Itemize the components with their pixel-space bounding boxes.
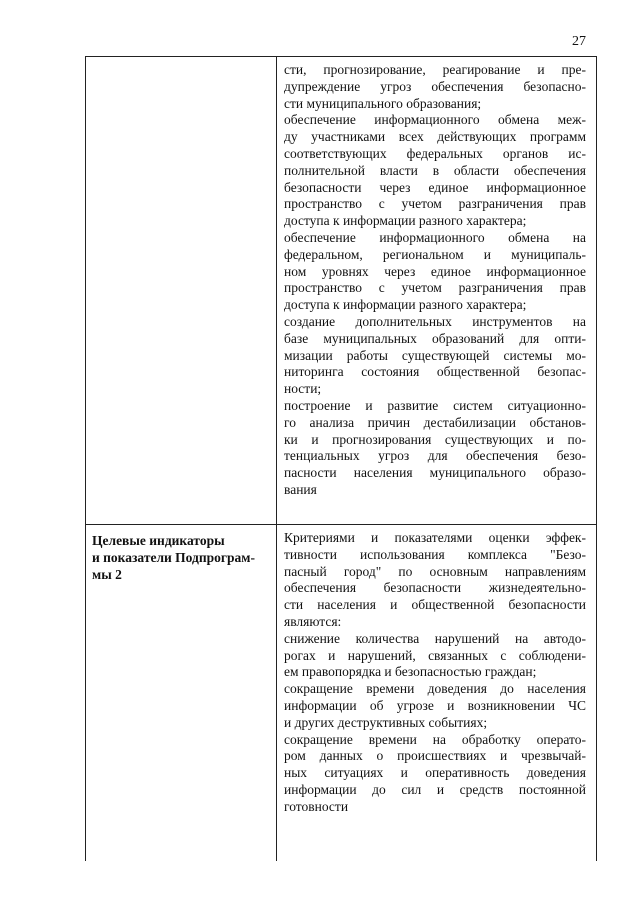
text-line: Критериями и показателями оценки эффек- [284, 530, 586, 545]
text-line: готовности [284, 798, 349, 814]
row2-left-cell [92, 533, 272, 583]
text-line: ду участниками всех действующих программ [284, 129, 586, 145]
text-line: снижение количества нарушений на автодо- [284, 630, 586, 646]
text-line: ном уровнях через единое информационное [284, 263, 586, 279]
text-line: информации об угрозе и возникновении ЧС [284, 697, 586, 713]
heading-line: мы 2 [92, 566, 122, 582]
text-line: доступа к информации разного характера; [284, 213, 527, 229]
program-table [85, 56, 597, 861]
text-line: обеспечение информационного обмена меж- [284, 112, 586, 128]
text-line: ности; [284, 381, 322, 397]
text-line: ниторинга состояния общественной безопас- [284, 364, 586, 380]
text-line: ки и прогнозирования существующих и по- [284, 431, 586, 447]
text-line: создание дополнительных инструментов на [284, 313, 586, 329]
text-line: безопасности через единое информационное [284, 179, 586, 195]
text-line: го анализа причин дестабилизации обстанов- [284, 414, 586, 430]
text-line: пространство с учетом разграничения прав [284, 196, 586, 212]
text-line: федеральном, региональном и муниципаль- [284, 246, 586, 262]
text-line: пространство с учетом разграничения прав [284, 280, 586, 296]
text-line: и других деструктивных событиях; [284, 714, 488, 730]
text-line: сокращение времени доведения до населения [284, 681, 586, 697]
text-line: вания [284, 481, 317, 497]
column-divider [276, 57, 277, 861]
row1-right-cell [284, 62, 586, 499]
text-line: ром данных о происшествиях и чрезвычай- [284, 748, 586, 764]
text-line: построение и развитие систем ситуационно- [284, 397, 586, 413]
text-line: мизации работы существующей системы мо- [284, 347, 586, 363]
text-line: информации до сил и средств постоянной [284, 781, 586, 797]
text-line: пасности населения муниципального образо- [284, 465, 586, 481]
text-line: сти муниципального образования; [284, 95, 482, 111]
text-line: сти, прогнозирование, реагирование и пре- [284, 62, 586, 77]
text-line: доступа к информации разного характера; [284, 297, 527, 313]
heading-line: Целевые индикаторы [92, 533, 225, 548]
text-line: обеспечения безопасности жизнедеятельно- [284, 580, 586, 596]
text-line: соответствующих федеральных органов ис- [284, 145, 586, 161]
text-line: рогах и нарушений, связанных с соблюдени- [284, 647, 586, 663]
text-line: базе муниципальных образований для опти- [284, 330, 586, 346]
text-line: полнительной власти в области обеспечения [284, 162, 586, 178]
heading-line: и показатели Подпрограм- [92, 549, 255, 565]
row-divider [86, 524, 596, 525]
page-number: 27 [572, 34, 586, 49]
text-line: обеспечение информационного обмена на [284, 229, 586, 245]
text-line: пасный город" по основным направлениям [284, 563, 586, 579]
text-line: ем правопорядка и безопасностью граждан; [284, 664, 537, 680]
text-line: тенциальных угроз для обеспечения безо- [284, 448, 586, 464]
text-line: дупреждение угроз обеспечения безопасно- [284, 78, 586, 94]
text-line: являются: [284, 613, 342, 629]
text-line: сокращение времени на обработку операто- [284, 731, 586, 747]
text-line: ных ситуациях и оперативность доведения [284, 765, 586, 781]
text-line: тивности использования комплекса "Безо- [284, 546, 586, 562]
row2-right-cell [284, 530, 586, 816]
text-line: сти населения и общественной безопасности [284, 597, 586, 613]
